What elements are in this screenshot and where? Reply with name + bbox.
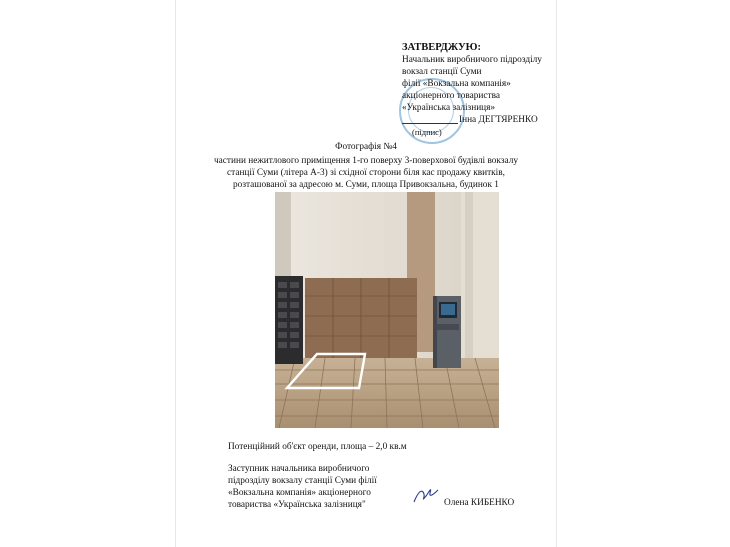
photo-description-line: станції Суми (літера А-3) зі східної сторони біля кас продажу квитків, [227, 168, 505, 178]
document-page [175, 0, 557, 547]
photo-description-line: частини нежитлового приміщення 1-го поверху 3-поверхової будівлі вокзалу [214, 156, 518, 166]
approver-name: Інна ДЕГТЯРЕНКО [459, 115, 538, 125]
photo-heading: Фотографія №4 [335, 142, 397, 152]
object-caption: Потенційний об'єкт оренди, площа – 2,0 кв.м [228, 442, 407, 452]
footer-position-line: підрозділу вокзалу станції Суми філії [228, 476, 377, 486]
approval-title: ЗАТВЕРДЖУЮ: [402, 42, 481, 53]
approval-line: «Українська залізниця» [402, 103, 496, 113]
signature-caption: (підпис) [412, 127, 442, 137]
footer-position-line: Заступник начальника виробничого [228, 464, 370, 474]
photo-description-line: розташованої за адресою м. Суми, площа Привокзальна, будинок 1 [233, 180, 499, 190]
approval-line: Начальник виробничого підрозділу [402, 55, 542, 65]
room-photo [275, 192, 499, 428]
footer-signer-name: Олена КИБЕНКО [444, 498, 515, 508]
footer-position-line: «Вокзальна компанія» акціонерного [228, 488, 371, 498]
approval-line: філії «Вокзальна компанія» [402, 79, 511, 89]
approval-line: акціонерного товариства [402, 91, 500, 101]
handwritten-signature [412, 484, 440, 506]
signature-line [402, 123, 458, 124]
footer-position-line: товариства «Українська залізниця" [228, 500, 366, 510]
approval-line: вокзал станції Суми [402, 67, 482, 77]
